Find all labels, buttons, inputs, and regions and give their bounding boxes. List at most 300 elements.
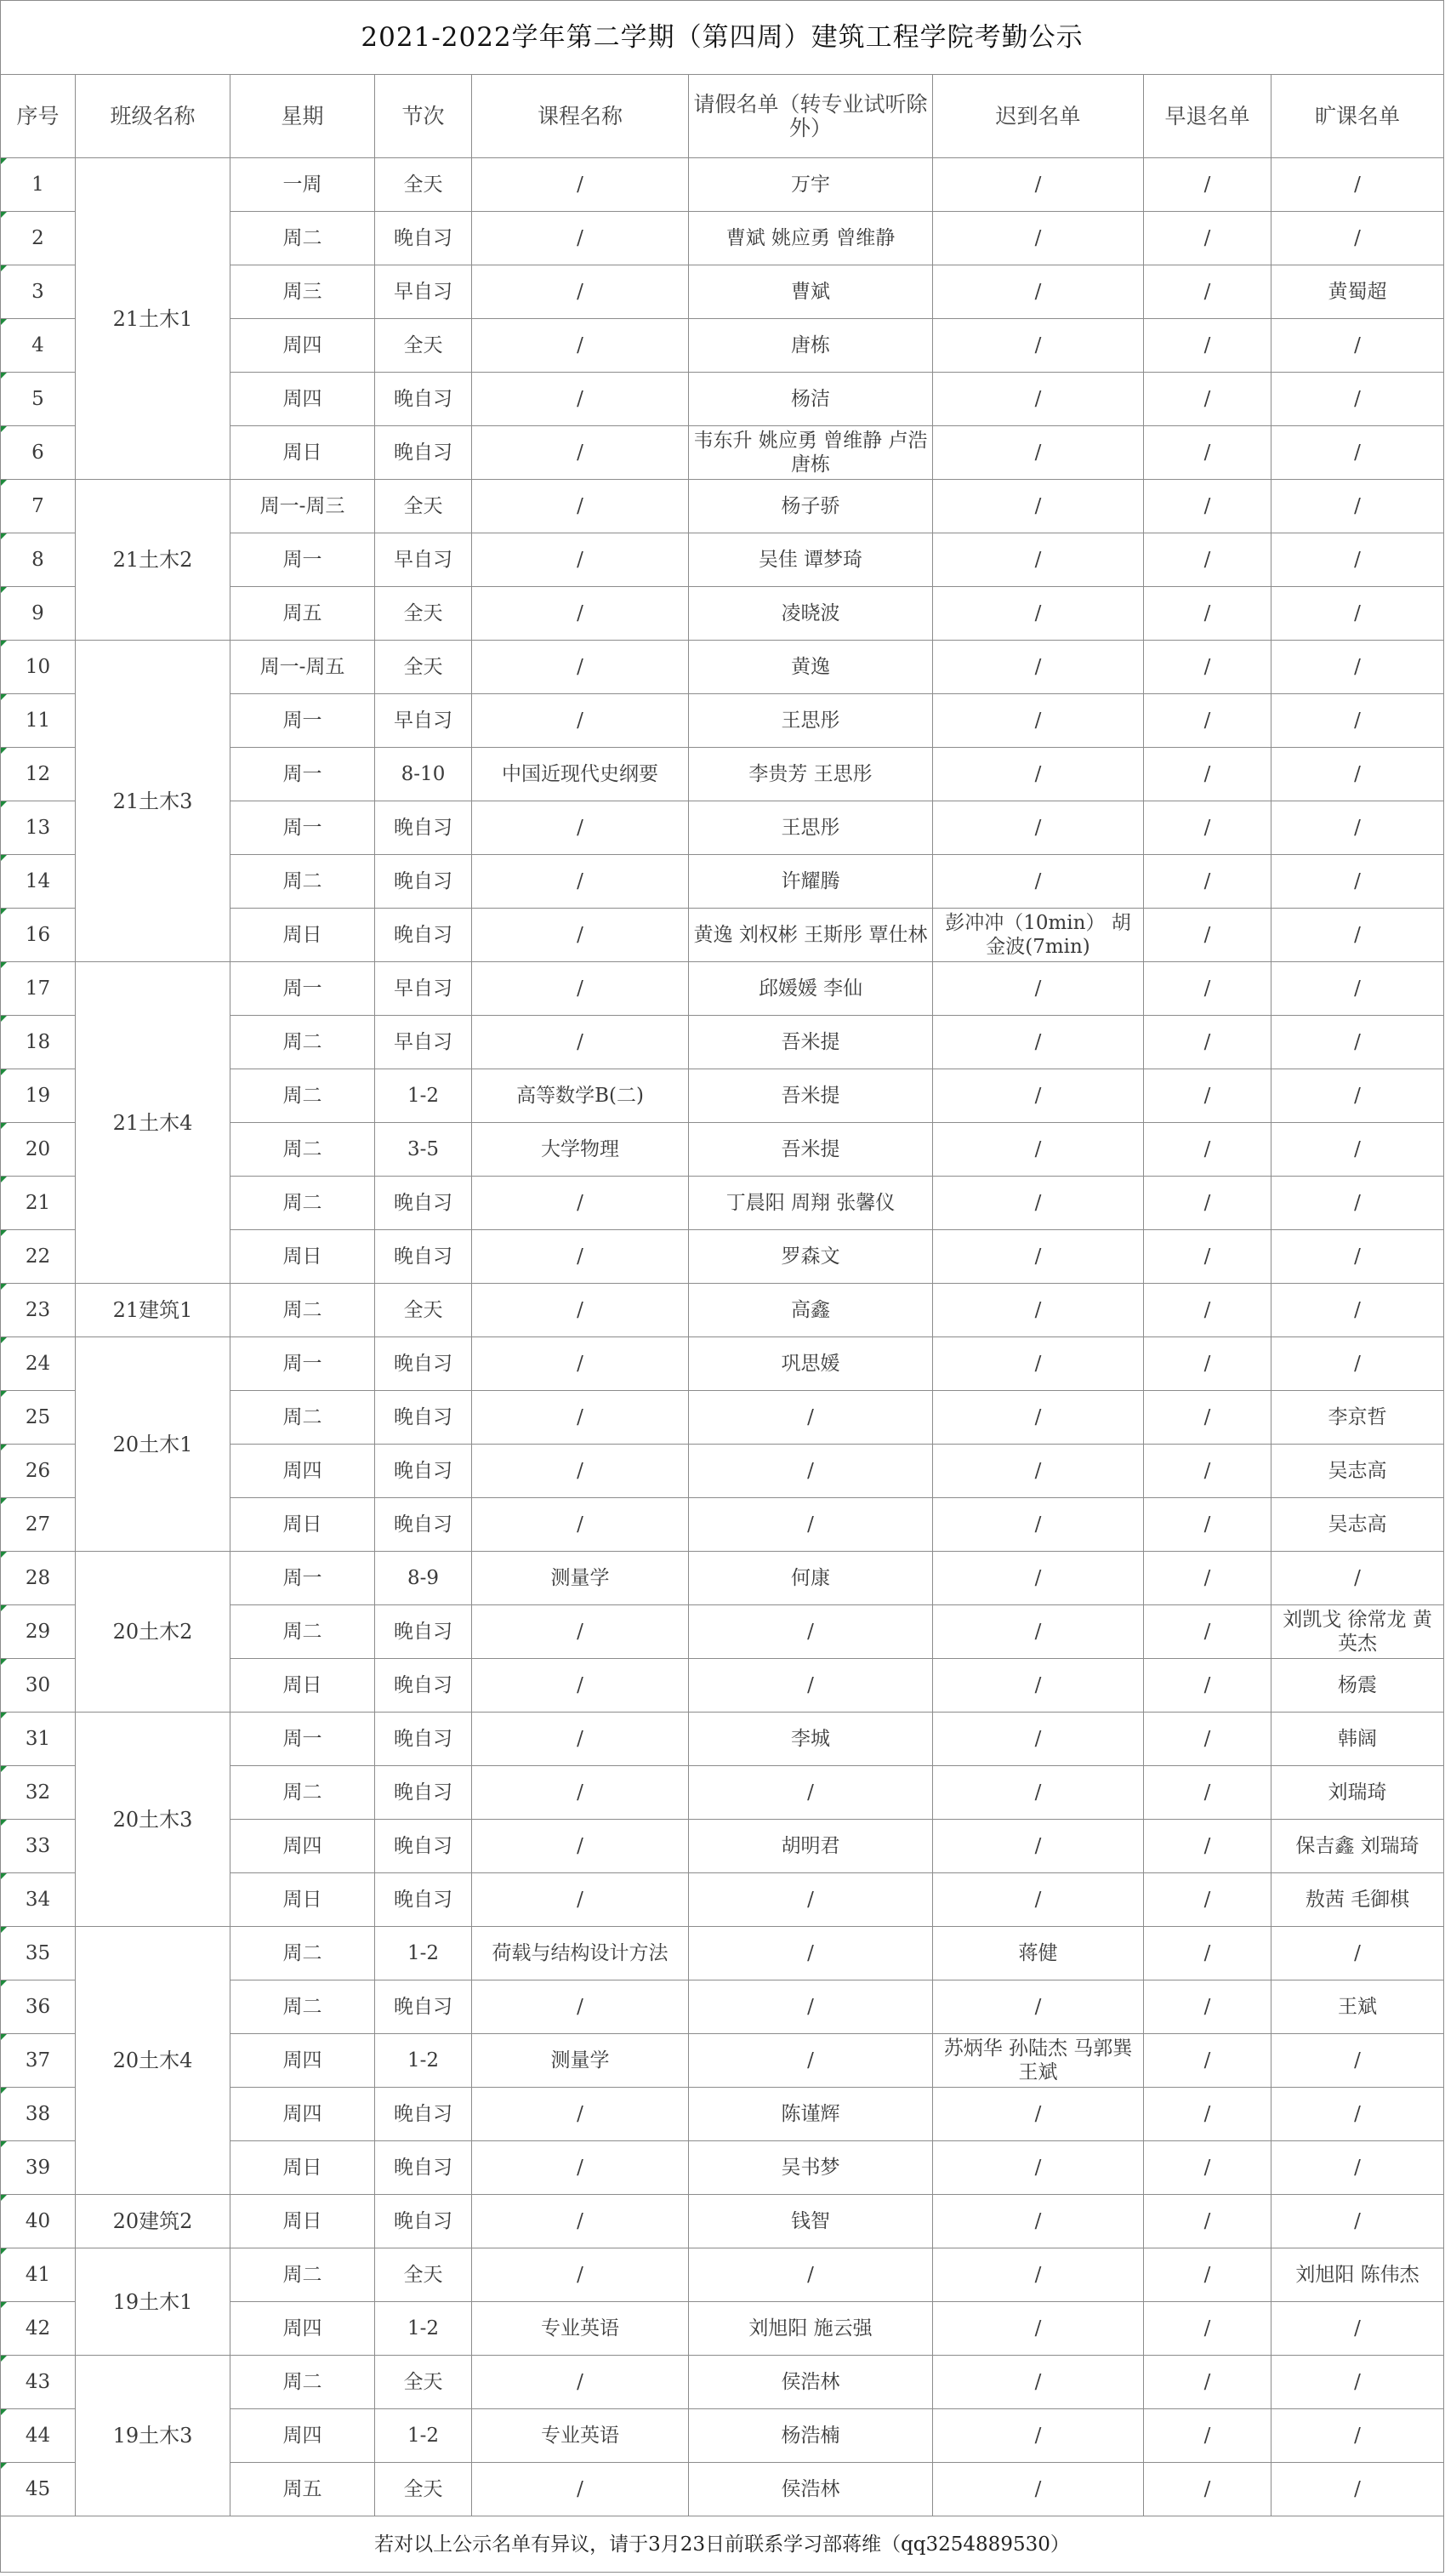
absent-cell: / — [1271, 2463, 1444, 2516]
period-cell: 1-2 — [375, 2302, 472, 2356]
period-cell: 晚自习 — [375, 1445, 472, 1498]
period-cell: 全天 — [375, 158, 472, 212]
late-cell: / — [933, 426, 1144, 480]
early-leave-cell: / — [1144, 855, 1271, 909]
seq-cell: 43 — [1, 2356, 76, 2409]
absent-cell: / — [1271, 426, 1444, 480]
course-cell: / — [472, 1766, 689, 1820]
leave-cell: 王思彤 — [689, 694, 933, 748]
period-cell: 晚自习 — [375, 1820, 472, 1873]
late-cell: / — [933, 1445, 1144, 1498]
course-cell: / — [472, 641, 689, 694]
course-cell: / — [472, 855, 689, 909]
table-row — [1, 1713, 1444, 1766]
weekday-cell: 周四 — [230, 319, 375, 373]
weekday-cell: 周一 — [230, 1552, 375, 1605]
weekday-cell: 周日 — [230, 2141, 375, 2195]
weekday-cell: 周四 — [230, 2302, 375, 2356]
leave-cell: 高鑫 — [689, 1284, 933, 1337]
leave-cell: / — [689, 2034, 933, 2088]
early-leave-cell: / — [1144, 2463, 1271, 2516]
leave-cell: 凌晓波 — [689, 587, 933, 641]
absent-cell: / — [1271, 1177, 1444, 1230]
absent-cell: 杨震 — [1271, 1659, 1444, 1713]
period-cell: 早自习 — [375, 1016, 472, 1069]
early-leave-cell: / — [1144, 909, 1271, 962]
seq-cell: 9 — [1, 587, 76, 641]
leave-cell: 李城 — [689, 1713, 933, 1766]
period-cell: 晚自习 — [375, 1391, 472, 1445]
early-leave-cell: / — [1144, 1498, 1271, 1552]
header-course: 课程名称 — [472, 75, 689, 158]
seq-cell: 2 — [1, 212, 76, 265]
absent-cell: / — [1271, 2034, 1444, 2088]
period-cell: 全天 — [375, 480, 472, 533]
absent-cell: 保吉鑫 刘瑞琦 — [1271, 1820, 1444, 1873]
absent-cell: / — [1271, 694, 1444, 748]
course-cell: 测量学 — [472, 1552, 689, 1605]
course-cell: / — [472, 212, 689, 265]
early-leave-cell: / — [1144, 1069, 1271, 1123]
period-cell: 晚自习 — [375, 1605, 472, 1659]
early-leave-cell: / — [1144, 1177, 1271, 1230]
seq-cell: 24 — [1, 1337, 76, 1391]
course-cell: 中国近现代史纲要 — [472, 748, 689, 801]
weekday-cell: 周四 — [230, 1820, 375, 1873]
course-cell: 专业英语 — [472, 2302, 689, 2356]
late-cell: / — [933, 1498, 1144, 1552]
late-cell: / — [933, 855, 1144, 909]
absent-cell: 王斌 — [1271, 1980, 1444, 2034]
title-row — [1, 1, 1444, 75]
late-cell: / — [933, 801, 1144, 855]
early-leave-cell: / — [1144, 2088, 1271, 2141]
course-cell: / — [472, 1980, 689, 2034]
late-cell: / — [933, 1659, 1144, 1713]
seq-cell: 10 — [1, 641, 76, 694]
course-cell: / — [472, 909, 689, 962]
early-leave-cell: / — [1144, 480, 1271, 533]
late-cell: / — [933, 962, 1144, 1016]
early-leave-cell: / — [1144, 265, 1271, 319]
period-cell: 早自习 — [375, 694, 472, 748]
course-cell: / — [472, 426, 689, 480]
weekday-cell: 周一-周五 — [230, 641, 375, 694]
absent-cell: 敖茜 毛御棋 — [1271, 1873, 1444, 1927]
late-cell: / — [933, 1552, 1144, 1605]
class-name-cell: 21土木3 — [76, 641, 230, 962]
leave-cell: 吾米提 — [689, 1123, 933, 1177]
seq-cell: 18 — [1, 1016, 76, 1069]
early-leave-cell: / — [1144, 2195, 1271, 2248]
seq-cell: 39 — [1, 2141, 76, 2195]
absent-cell: / — [1271, 2409, 1444, 2463]
weekday-cell: 周二 — [230, 1123, 375, 1177]
late-cell: / — [933, 2302, 1144, 2356]
late-cell: / — [933, 1069, 1144, 1123]
course-cell: / — [472, 1820, 689, 1873]
period-cell: 全天 — [375, 2248, 472, 2302]
seq-cell: 35 — [1, 1927, 76, 1980]
course-cell: / — [472, 1605, 689, 1659]
early-leave-cell: / — [1144, 2409, 1271, 2463]
late-cell: / — [933, 2409, 1144, 2463]
absent-cell: 吴志高 — [1271, 1498, 1444, 1552]
course-cell: / — [472, 2463, 689, 2516]
class-name-cell: 21土木4 — [76, 962, 230, 1284]
seq-cell: 1 — [1, 158, 76, 212]
course-cell: / — [472, 694, 689, 748]
late-cell: / — [933, 1016, 1144, 1069]
class-name-cell: 21土木1 — [76, 158, 230, 480]
early-leave-cell: / — [1144, 587, 1271, 641]
seq-cell: 41 — [1, 2248, 76, 2302]
early-leave-cell: / — [1144, 212, 1271, 265]
course-cell: / — [472, 2356, 689, 2409]
header-seq: 序号 — [1, 75, 76, 158]
seq-cell: 11 — [1, 694, 76, 748]
weekday-cell: 周日 — [230, 909, 375, 962]
leave-cell: / — [689, 1498, 933, 1552]
weekday-cell: 周日 — [230, 1230, 375, 1284]
seq-cell: 14 — [1, 855, 76, 909]
course-cell: / — [472, 1445, 689, 1498]
early-leave-cell: / — [1144, 748, 1271, 801]
leave-cell: 黄逸 — [689, 641, 933, 694]
absent-cell: / — [1271, 2088, 1444, 2141]
late-cell: / — [933, 1766, 1144, 1820]
early-leave-cell: / — [1144, 2248, 1271, 2302]
leave-cell: 唐栋 — [689, 319, 933, 373]
weekday-cell: 周一 — [230, 748, 375, 801]
period-cell: 1-2 — [375, 1927, 472, 1980]
early-leave-cell: / — [1144, 1445, 1271, 1498]
absent-cell: / — [1271, 1016, 1444, 1069]
header-late: 迟到名单 — [933, 75, 1144, 158]
weekday-cell: 周日 — [230, 426, 375, 480]
absent-cell: / — [1271, 1337, 1444, 1391]
period-cell: 晚自习 — [375, 1230, 472, 1284]
seq-cell: 5 — [1, 373, 76, 426]
table-row — [1, 1552, 1444, 1605]
period-cell: 1-2 — [375, 2409, 472, 2463]
early-leave-cell: / — [1144, 319, 1271, 373]
late-cell: / — [933, 1177, 1144, 1230]
period-cell: 晚自习 — [375, 1337, 472, 1391]
leave-cell: / — [689, 1873, 933, 1927]
late-cell: / — [933, 2088, 1144, 2141]
header-absent: 旷课名单 — [1271, 75, 1444, 158]
header-period: 节次 — [375, 75, 472, 158]
weekday-cell: 周四 — [230, 2409, 375, 2463]
weekday-cell: 周二 — [230, 212, 375, 265]
absent-cell: / — [1271, 1123, 1444, 1177]
weekday-cell: 周二 — [230, 1284, 375, 1337]
course-cell: / — [472, 265, 689, 319]
header-leave: 请假名单（转专业试听除外） — [689, 75, 933, 158]
late-cell: / — [933, 2356, 1144, 2409]
period-cell: 早自习 — [375, 533, 472, 587]
late-cell: / — [933, 1123, 1144, 1177]
leave-cell: 胡明君 — [689, 1820, 933, 1873]
leave-cell: 侯浩林 — [689, 2356, 933, 2409]
period-cell: 晚自习 — [375, 2195, 472, 2248]
early-leave-cell: / — [1144, 1980, 1271, 2034]
seq-cell: 36 — [1, 1980, 76, 2034]
early-leave-cell: / — [1144, 962, 1271, 1016]
absent-cell: / — [1271, 641, 1444, 694]
period-cell: 全天 — [375, 2356, 472, 2409]
late-cell: / — [933, 265, 1144, 319]
class-name-cell: 20土木3 — [76, 1713, 230, 1927]
absent-cell: / — [1271, 158, 1444, 212]
weekday-cell: 周二 — [230, 855, 375, 909]
weekday-cell: 周二 — [230, 1766, 375, 1820]
late-cell: / — [933, 1337, 1144, 1391]
period-cell: 晚自习 — [375, 1766, 472, 1820]
leave-cell: 杨浩楠 — [689, 2409, 933, 2463]
early-leave-cell: / — [1144, 373, 1271, 426]
seq-cell: 13 — [1, 801, 76, 855]
late-cell: 蒋健 — [933, 1927, 1144, 1980]
course-cell: / — [472, 480, 689, 533]
late-cell: / — [933, 2248, 1144, 2302]
seq-cell: 40 — [1, 2195, 76, 2248]
absent-cell: / — [1271, 748, 1444, 801]
early-leave-cell: / — [1144, 1552, 1271, 1605]
absent-cell: / — [1271, 1552, 1444, 1605]
leave-cell: 巩思媛 — [689, 1337, 933, 1391]
early-leave-cell: / — [1144, 1230, 1271, 1284]
leave-cell: 陈谨辉 — [689, 2088, 933, 2141]
course-cell: 测量学 — [472, 2034, 689, 2088]
early-leave-cell: / — [1144, 2141, 1271, 2195]
table-row — [1, 158, 1444, 212]
absent-cell: / — [1271, 1230, 1444, 1284]
course-cell: 荷载与结构设计方法 — [472, 1927, 689, 1980]
period-cell: 晚自习 — [375, 2141, 472, 2195]
course-cell: / — [472, 1498, 689, 1552]
late-cell: / — [933, 212, 1144, 265]
late-cell: / — [933, 1284, 1144, 1337]
early-leave-cell: / — [1144, 1766, 1271, 1820]
leave-cell: 杨子骄 — [689, 480, 933, 533]
seq-cell: 45 — [1, 2463, 76, 2516]
period-cell: 晚自习 — [375, 2088, 472, 2141]
leave-cell: 吴佳 谭梦琦 — [689, 533, 933, 587]
header-class: 班级名称 — [76, 75, 230, 158]
early-leave-cell: / — [1144, 426, 1271, 480]
absent-cell: / — [1271, 855, 1444, 909]
weekday-cell: 周二 — [230, 1605, 375, 1659]
absent-cell: / — [1271, 909, 1444, 962]
late-cell: / — [933, 373, 1144, 426]
weekday-cell: 周二 — [230, 1980, 375, 2034]
early-leave-cell: / — [1144, 1391, 1271, 1445]
header-row — [1, 75, 1444, 158]
class-name-cell: 20土木1 — [76, 1337, 230, 1552]
course-cell: / — [472, 1391, 689, 1445]
period-cell: 3-5 — [375, 1123, 472, 1177]
absent-cell: / — [1271, 212, 1444, 265]
period-cell: 全天 — [375, 1284, 472, 1337]
late-cell: 彭冲冲（10min） 胡金波(7min) — [933, 909, 1144, 962]
weekday-cell: 周五 — [230, 587, 375, 641]
leave-cell: 李贵芳 王思彤 — [689, 748, 933, 801]
table-row — [1, 1337, 1444, 1391]
early-leave-cell: / — [1144, 1605, 1271, 1659]
table-row — [1, 1284, 1444, 1337]
period-cell: 早自习 — [375, 962, 472, 1016]
weekday-cell: 周一 — [230, 533, 375, 587]
leave-cell: 曹斌 姚应勇 曾维静 — [689, 212, 933, 265]
period-cell: 早自习 — [375, 265, 472, 319]
early-leave-cell: / — [1144, 1123, 1271, 1177]
period-cell: 全天 — [375, 641, 472, 694]
seq-cell: 38 — [1, 2088, 76, 2141]
class-name-cell: 20土木4 — [76, 1927, 230, 2195]
seq-cell: 3 — [1, 265, 76, 319]
leave-cell: 曹斌 — [689, 265, 933, 319]
period-cell: 晚自习 — [375, 1659, 472, 1713]
late-cell: / — [933, 1820, 1144, 1873]
course-cell: 专业英语 — [472, 2409, 689, 2463]
leave-cell: 钱智 — [689, 2195, 933, 2248]
class-name-cell: 19土木1 — [76, 2248, 230, 2356]
table-row — [1, 480, 1444, 533]
late-cell: / — [933, 2463, 1144, 2516]
weekday-cell: 周一 — [230, 1337, 375, 1391]
seq-cell: 22 — [1, 1230, 76, 1284]
absent-cell: / — [1271, 1069, 1444, 1123]
early-leave-cell: / — [1144, 2302, 1271, 2356]
seq-cell: 34 — [1, 1873, 76, 1927]
absent-cell: 刘凯戈 徐常龙 黄英杰 — [1271, 1605, 1444, 1659]
table-row — [1, 962, 1444, 1016]
period-cell: 晚自习 — [375, 1980, 472, 2034]
page-title: 2021-2022学年第二学期（第四周）建筑工程学院考勤公示 — [1, 1, 1444, 75]
course-cell: / — [472, 533, 689, 587]
weekday-cell: 周一 — [230, 1713, 375, 1766]
period-cell: 全天 — [375, 587, 472, 641]
course-cell: 高等数学B(二) — [472, 1069, 689, 1123]
leave-cell: 吴书梦 — [689, 2141, 933, 2195]
course-cell: / — [472, 1873, 689, 1927]
absent-cell: / — [1271, 2302, 1444, 2356]
late-cell: 苏炳华 孙陆杰 马郭巽 王斌 — [933, 2034, 1144, 2088]
table-row — [1, 2356, 1444, 2409]
course-cell: / — [472, 1230, 689, 1284]
period-cell: 8-9 — [375, 1552, 472, 1605]
period-cell: 8-10 — [375, 748, 472, 801]
early-leave-cell: / — [1144, 1927, 1271, 1980]
course-cell: / — [472, 373, 689, 426]
leave-cell: / — [689, 1445, 933, 1498]
course-cell: / — [472, 1713, 689, 1766]
course-cell: / — [472, 1016, 689, 1069]
course-cell: / — [472, 158, 689, 212]
leave-cell: / — [689, 1391, 933, 1445]
seq-cell: 7 — [1, 480, 76, 533]
weekday-cell: 周二 — [230, 1016, 375, 1069]
seq-cell: 42 — [1, 2302, 76, 2356]
late-cell: / — [933, 2195, 1144, 2248]
seq-cell: 44 — [1, 2409, 76, 2463]
seq-cell: 17 — [1, 962, 76, 1016]
seq-cell: 26 — [1, 1445, 76, 1498]
seq-cell: 25 — [1, 1391, 76, 1445]
weekday-cell: 周一 — [230, 962, 375, 1016]
late-cell: / — [933, 533, 1144, 587]
course-cell: / — [472, 2088, 689, 2141]
weekday-cell: 周二 — [230, 2356, 375, 2409]
period-cell: 晚自习 — [375, 426, 472, 480]
period-cell: 晚自习 — [375, 212, 472, 265]
late-cell: / — [933, 1391, 1144, 1445]
seq-cell: 29 — [1, 1605, 76, 1659]
footer-note: 若对以上公示名单有异议，请于3月23日前联系学习部蒋维（qq3254889530） — [1, 2516, 1444, 2573]
weekday-cell: 周二 — [230, 1391, 375, 1445]
leave-cell: 万宇 — [689, 158, 933, 212]
absent-cell: / — [1271, 587, 1444, 641]
seq-cell: 4 — [1, 319, 76, 373]
weekday-cell: 周二 — [230, 1069, 375, 1123]
course-cell: / — [472, 1337, 689, 1391]
leave-cell: 刘旭阳 施云强 — [689, 2302, 933, 2356]
course-cell: / — [472, 2141, 689, 2195]
weekday-cell: 周四 — [230, 2034, 375, 2088]
period-cell: 全天 — [375, 319, 472, 373]
weekday-cell: 周四 — [230, 2088, 375, 2141]
weekday-cell: 周二 — [230, 1927, 375, 1980]
late-cell: / — [933, 319, 1144, 373]
early-leave-cell: / — [1144, 2034, 1271, 2088]
leave-cell: 吾米提 — [689, 1016, 933, 1069]
early-leave-cell: / — [1144, 1284, 1271, 1337]
period-cell: 晚自习 — [375, 855, 472, 909]
leave-cell: / — [689, 1605, 933, 1659]
header-early-leave: 早退名单 — [1144, 75, 1271, 158]
header-weekday: 星期 — [230, 75, 375, 158]
period-cell: 晚自习 — [375, 1713, 472, 1766]
late-cell: / — [933, 480, 1144, 533]
early-leave-cell: / — [1144, 1659, 1271, 1713]
late-cell: / — [933, 1230, 1144, 1284]
early-leave-cell: / — [1144, 641, 1271, 694]
seq-cell: 12 — [1, 748, 76, 801]
course-cell: / — [472, 587, 689, 641]
table-row — [1, 2248, 1444, 2302]
weekday-cell: 周二 — [230, 2248, 375, 2302]
course-cell: 大学物理 — [472, 1123, 689, 1177]
period-cell: 晚自习 — [375, 1177, 472, 1230]
weekday-cell: 周二 — [230, 1177, 375, 1230]
early-leave-cell: / — [1144, 1016, 1271, 1069]
table-row — [1, 2195, 1444, 2248]
course-cell: / — [472, 962, 689, 1016]
absent-cell: 韩阔 — [1271, 1713, 1444, 1766]
course-cell: / — [472, 1284, 689, 1337]
class-name-cell: 20建筑2 — [76, 2195, 230, 2248]
absent-cell: / — [1271, 2356, 1444, 2409]
footer-row — [1, 2516, 1444, 2573]
weekday-cell: 周日 — [230, 1498, 375, 1552]
course-cell: / — [472, 1659, 689, 1713]
weekday-cell: 周日 — [230, 1659, 375, 1713]
early-leave-cell: / — [1144, 1873, 1271, 1927]
weekday-cell: 周一 — [230, 694, 375, 748]
early-leave-cell: / — [1144, 158, 1271, 212]
